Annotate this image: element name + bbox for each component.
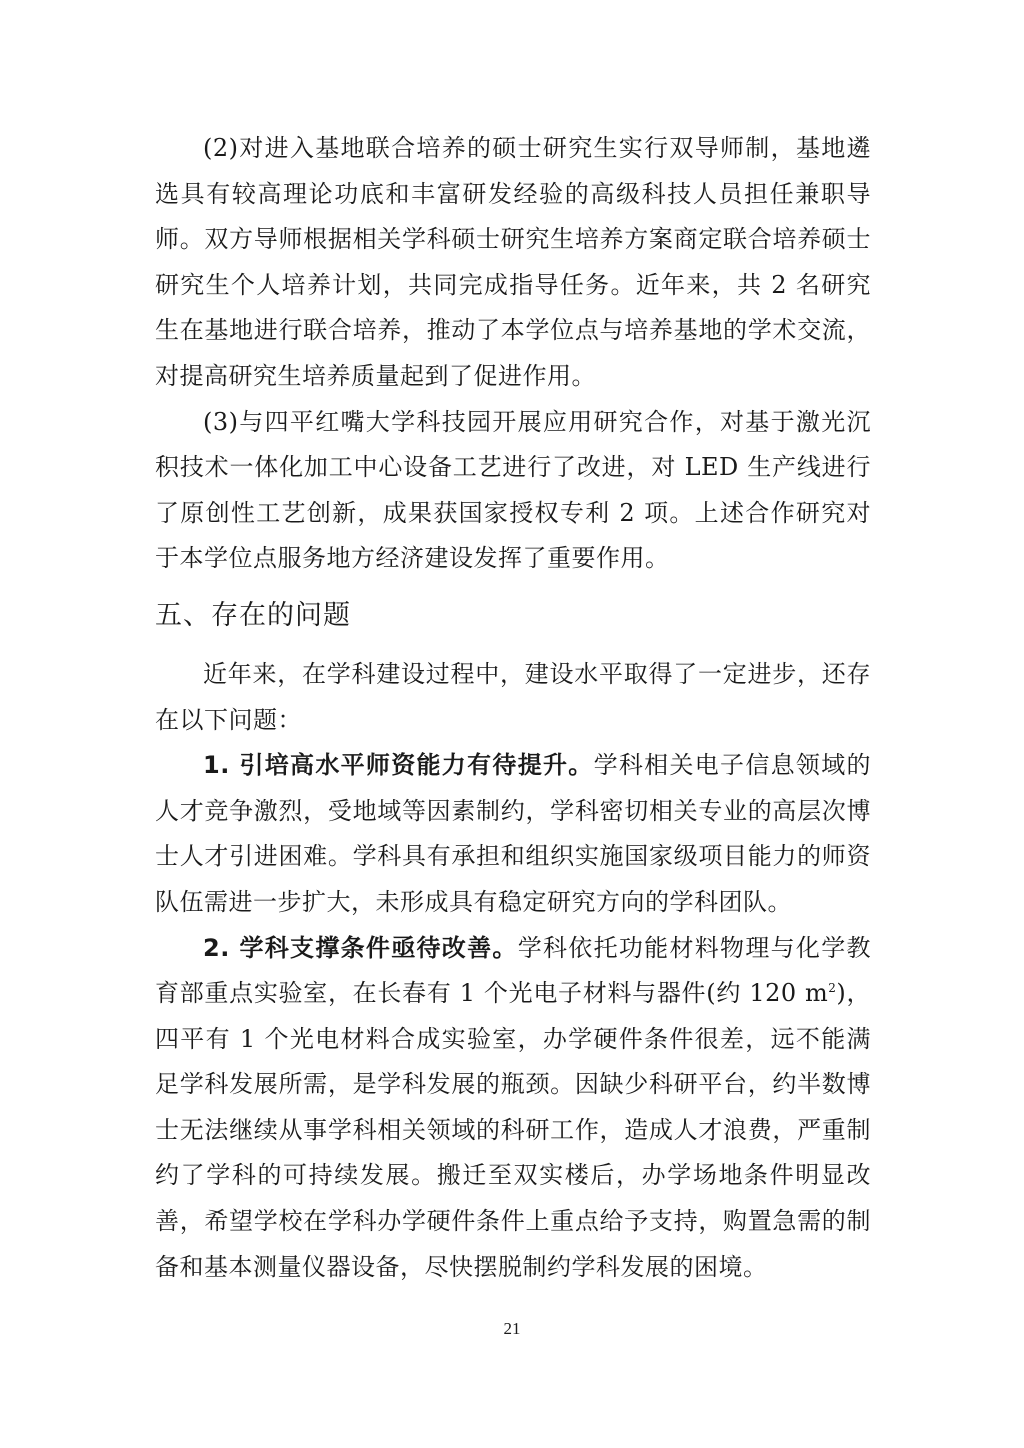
list-item-2 (155, 926, 871, 1291)
list-item-2-title: 2. 学科支撑条件亟待改善。 (203, 933, 518, 962)
paragraph-application-research: (3)与四平红嘴大学科技园开展应用研究合作，对基于激光沉积技术一体化加工中心设备工艺进行了改进，对 LED 生产线进行了原创性工艺创新，成果获国家授权专利 2 项。上述合作研究对于本学位点服务地方经济建设发挥了重要作用。 (155, 407, 871, 573)
list-item-1 (155, 743, 871, 925)
list-item-2-body-end: )，四平有 1 个光电材料合成实验室，办学硬件条件很差，远不能满足学科发展所需，是学科发展的瓶颈。因缺少科研平台，约半数博士无法继续从事学科相关领域的科研工作，造成人才浪费，严重制约了学科的可持续发展。搬迁至双实楼后，办学场地条件明显改善，希望学校在学科办学硬件条件上重点给予支持，购置急需的制备和基本测量仪器设备，尽快摆脱制约学科发展的困境。 (155, 979, 871, 1281)
list-item-1-body: 学科相关电子信息领域的人才竞争激烈，受地域等因素制约，学科密切相关专业的高层次博士人才引进困难。学科具有承担和组织实施国家级项目能力的师资队伍需进一步扩大，未形成具有稳定研究方向的学科团队。 (155, 751, 872, 916)
document-body (155, 126, 871, 1290)
paragraph-joint-supervision: (2)对进入基地联合培养的硕士研究生实行双导师制，基地遴选具有较高理论功底和丰富研发经验的高级科技人员担任兼职导师。双方导师根据相关学科硕士研究生培养方案商定联合培养硕士研究生个人培养计划，共同完成指导任务。近年来，共 2 名研究生在基地进行联合培养，推动了本学位点与培养基地的学术交流，对提高研究生培养质量起到了促进作用。 (155, 134, 871, 390)
page-number: 21 (503, 1319, 521, 1338)
list-item-2-body-start: 学科依托功能材料物理与化学教育部重点实验室，在长春有 1 个光电子材料与器件(约 120 m (155, 933, 872, 1008)
unit-superscript: 2 (828, 981, 837, 996)
list-item-1-title: 1. 引培高水平师资能力有待提升。 (203, 751, 594, 780)
paragraph-intro: 近年来，在学科建设过程中，建设水平取得了一定进步，还存在以下问题： (155, 659, 871, 734)
section-heading: 五、存在的问题 (155, 599, 351, 631)
